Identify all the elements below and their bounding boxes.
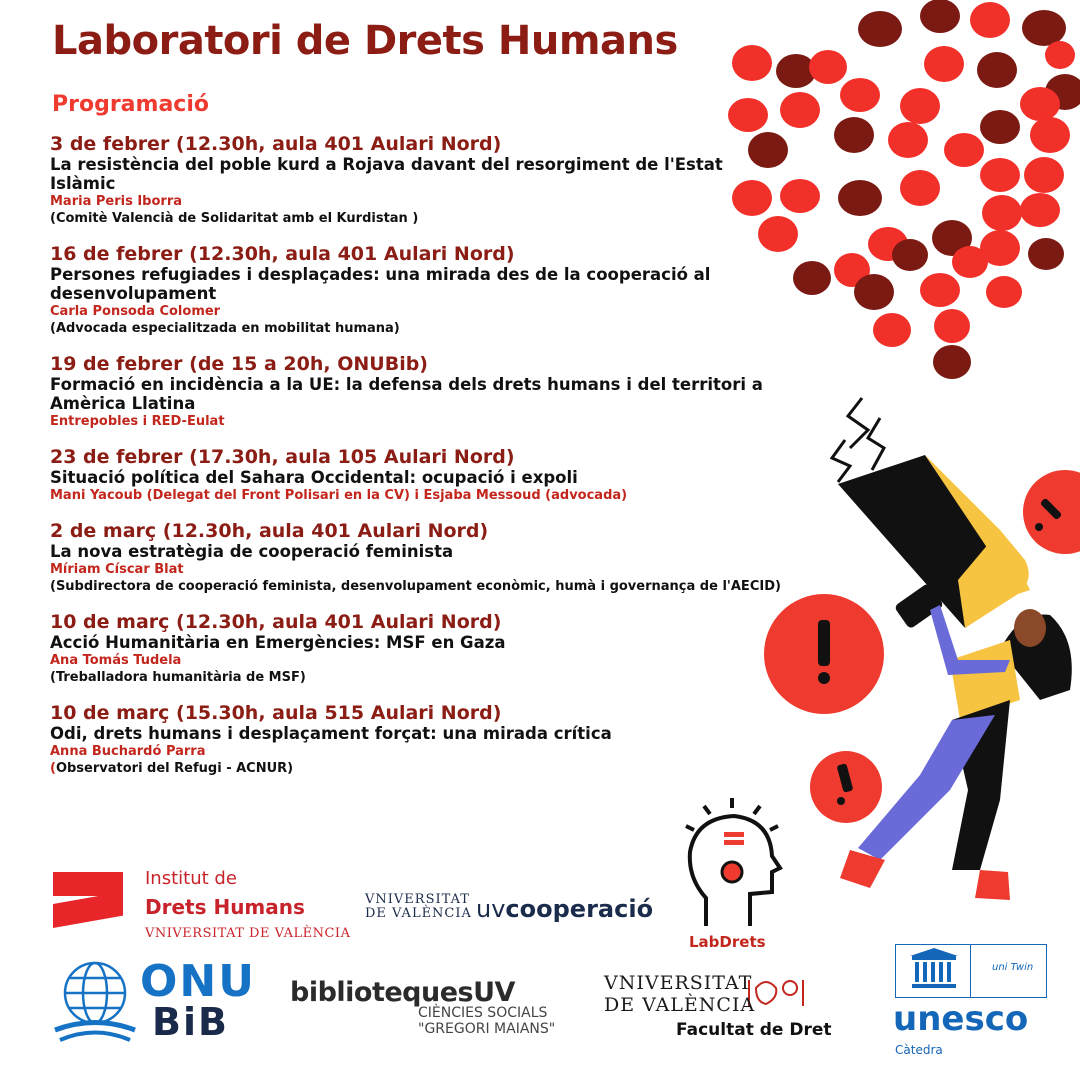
page-title: Laboratori de Drets Humans	[52, 18, 678, 64]
event-title: Situació política del Sahara Occidental: ocupació i expoli	[50, 468, 578, 487]
event-affiliation	[50, 760, 790, 777]
event-date: 19 de febrer (de 15 a 20h, ONUBib)	[50, 353, 428, 375]
event-speaker: Míriam Císcar Blat	[50, 562, 184, 577]
event-date: 10 de març (12.30h, aula 401 Aulari Nord)	[50, 611, 502, 633]
uvcooperacio-logo	[476, 895, 653, 923]
onubib-logo-line1: ONU	[140, 956, 256, 1007]
megaphone-icon	[838, 455, 1030, 630]
event-title: Formació en incidència a la UE: la defensa dels drets humans i del territori a Amèrica Llatina	[50, 375, 763, 413]
event-item	[50, 702, 790, 777]
uvcooperacio-prefix: uv	[476, 895, 506, 923]
uv-dret-line2: DE VALÈNCIA	[604, 994, 756, 1016]
event-speaker: Entrepobles i RED-Eulat	[50, 414, 225, 429]
event-affiliation: (Comitè Valencià de Solidaritat amb el Kurdistan )	[50, 211, 419, 226]
labdrets-logo-icon	[686, 798, 780, 926]
event-title: La nova estratègia de cooperació feminista	[50, 542, 454, 561]
event-speaker: Mani Yacoub (Delegat del Front Polisari en la CV) i Esjaba Messoud (advocada)	[50, 488, 628, 503]
facultat-dret-label: Facultat de Dret	[676, 1020, 832, 1040]
event-date: 16 de febrer (12.30h, aula 401 Aulari Nord)	[50, 243, 515, 265]
event-date: 10 de març (15.30h, aula 515 Aulari Nord)	[50, 702, 502, 724]
event-item	[50, 243, 790, 337]
event-date: 23 de febrer (17.30h, aula 105 Aulari Nord)	[50, 446, 515, 468]
unesco-chair-label: Càtedra	[895, 1043, 943, 1057]
event-item	[50, 446, 790, 504]
event-date: 2 de març (12.30h, aula 401 Aulari Nord)	[50, 520, 489, 542]
event-title: La resistència del poble kurd a Rojava davant del resorgiment de l'Estat Islàmic	[50, 155, 723, 193]
labdrets-logo-text: LabDrets	[689, 933, 766, 951]
unitwin-label: uni Twin	[992, 962, 1034, 973]
biblioteques-subtitle	[418, 1005, 555, 1037]
biblioteques-logo: bibliotequesUV	[290, 977, 515, 1008]
event-speaker: Carla Ponsoda Colomer	[50, 304, 221, 319]
idh-logo-line3: VNIVERSITAT DE VALÈNCIA	[145, 926, 351, 941]
uv-logo-line2: DE VALÈNCIA	[365, 906, 472, 921]
event-title: Odi, drets humans i desplaçament forçat: una mirada crítica	[50, 724, 612, 743]
event-item	[50, 520, 790, 595]
section-subtitle: Programació	[52, 92, 209, 117]
event-item	[50, 353, 790, 430]
uvcooperacio-name: cooperació	[505, 895, 654, 923]
event-affiliation: (Subdirectora de cooperació feminista, desenvolupament econòmic, humà i governança de l'AECID)	[50, 579, 781, 594]
event-item	[50, 611, 790, 686]
uv-dret-logo	[604, 972, 755, 1016]
unesco-logo-text: unesco	[893, 999, 1029, 1039]
onubib-emblem-icon	[55, 963, 135, 1040]
uv-logo	[365, 893, 472, 921]
unesco-logo-divider	[970, 944, 971, 998]
affiliation-paren: (	[50, 761, 56, 776]
lightning-lines	[832, 398, 884, 482]
biblioteques-subtitle-line1: CIÈNCIES SOCIALS	[418, 1005, 548, 1021]
event-speaker: Anna Buchardó Parra	[50, 744, 206, 759]
uv-dret-line1: VNIVERSITAT	[604, 972, 753, 994]
onubib-logo-line2: BiB	[152, 1000, 229, 1044]
event-affiliation: (Advocada especialitzada en mobilitat humana)	[50, 321, 400, 336]
event-list	[50, 133, 790, 793]
event-speaker: Maria Peris Iborra	[50, 194, 183, 209]
event-affiliation: (Treballadora humanitària de MSF)	[50, 670, 306, 685]
event-item	[50, 133, 790, 227]
uv-dret-seal-icon	[749, 980, 803, 1006]
idh-logo-line2: Drets Humans	[145, 895, 305, 919]
event-title: Persones refugiades i desplaçades: una mirada des de la cooperació al desenvolupament	[50, 265, 711, 303]
biblioteques-subtitle-line2: "GREGORI MAIANS"	[418, 1021, 556, 1037]
idh-logo-line1: Institut de	[145, 868, 237, 889]
event-speaker: Ana Tomás Tudela	[50, 653, 182, 668]
event-date: 3 de febrer (12.30h, aula 401 Aulari Nord)	[50, 133, 502, 155]
event-title: Acció Humanitària en Emergències: MSF en Gaza	[50, 633, 506, 652]
uv-logo-line1: VNIVERSITAT	[365, 892, 470, 907]
affiliation-text: Observatori del Refugi - ACNUR)	[55, 761, 294, 776]
